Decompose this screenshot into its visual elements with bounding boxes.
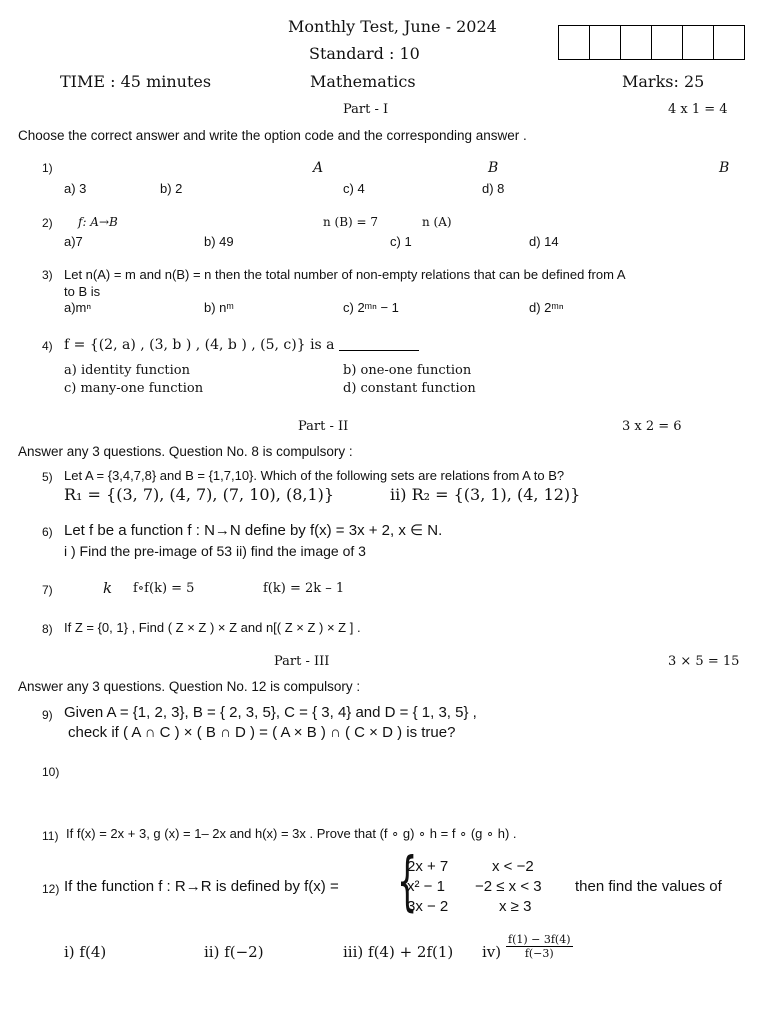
q6-number: 6) (42, 525, 53, 539)
q1-fragment: B (488, 160, 499, 176)
q12-part-ii: ii) f(−2) (204, 943, 264, 961)
q5-text: Let A = {3,4,7,8} and B = {1,7,10}. Which of the following sets are relations from A to B? (64, 468, 565, 483)
q12-case-expr: x² − 1 (407, 878, 445, 895)
roll-box (652, 25, 683, 60)
roll-box (621, 25, 652, 60)
q2-option-a: a)7 (64, 234, 83, 249)
q1-option-b: b) 2 (160, 181, 183, 196)
roll-number-boxes (558, 25, 745, 60)
q4-option-c: c) many-one function (64, 381, 204, 396)
q9-number: 9) (42, 708, 53, 722)
q12-part-i: i) f(4) (64, 943, 107, 961)
q4-text-body: f = {(2, a) , (3, b ) , (4, b ) , (5, c)} is a (64, 337, 335, 353)
q6-text: Let f be a function f : N→N define by f(x) = 3x + 2, x ∈ N. (64, 522, 443, 539)
q7-fragment: f(k) = 2k – 1 (263, 581, 345, 596)
part3-marks: 3 × 5 = 15 (668, 654, 740, 669)
q5-relation-2: ii) R₂ = {(3, 1), (4, 12)} (390, 485, 581, 504)
q2-fragment: f: A→B (78, 215, 118, 229)
q2-option-c: c) 1 (390, 234, 412, 249)
roll-box (683, 25, 714, 60)
q3-number: 3) (42, 268, 53, 282)
part2-title: Part - II (298, 419, 349, 434)
q4-option-d: d) constant function (343, 381, 476, 396)
part2-marks: 3 x 2 = 6 (622, 419, 682, 434)
q3-option-d: d) 2ᵐⁿ (529, 300, 564, 315)
q1-fragment: B (719, 160, 730, 176)
q1-option-d: d) 8 (482, 181, 505, 196)
q2-option-d: d) 14 (529, 234, 559, 249)
q12-case-cond: −2 ≤ x < 3 (475, 878, 542, 895)
q9-text: Given A = {1, 2, 3}, B = { 2, 3, 5}, C = { 3, 4} and D = { 1, 3, 5} , (64, 704, 477, 721)
fraction-denominator: f(−3) (524, 947, 554, 960)
q3-text: Let n(A) = m and n(B) = n then the total number of non-empty relations that can be defined from A (64, 267, 626, 282)
q12-tail: then find the values of (575, 878, 722, 895)
part3-instruction: Answer any 3 questions. Question No. 12 is compulsory : (18, 679, 361, 694)
q12-part-iv: iv) (482, 943, 502, 961)
q2-number: 2) (42, 216, 53, 230)
q11-number: 11) (42, 829, 59, 843)
q2-fragment: n (A) (422, 215, 452, 229)
part3-title: Part - III (274, 654, 330, 669)
q4-option-b: b) one-one function (343, 363, 472, 378)
part1-title: Part - I (343, 102, 389, 117)
piecewise-brace: { (397, 845, 418, 919)
subject-label: Mathematics (310, 72, 416, 91)
q4-option-a: a) identity function (64, 363, 191, 378)
time-label: TIME : 45 minutes (60, 72, 212, 91)
q5-number: 5) (42, 470, 53, 484)
q4-blank (339, 350, 419, 351)
roll-box (558, 25, 590, 60)
q7-fragment: f∘f(k) = 5 (133, 581, 195, 596)
q11-text: If f(x) = 2x + 3, g (x) = 1– 2x and h(x) = 3x . Prove that (f ∘ g) ∘ h = f ∘ (g ∘ h) . (66, 826, 517, 841)
q12-part-iii: iii) f(4) + 2f(1) (343, 943, 454, 961)
q8-number: 8) (42, 622, 53, 636)
part1-instruction: Choose the correct answer and write the option code and the corresponding answer . (18, 128, 527, 143)
fraction-numerator: f(1) − 3f(4) (508, 933, 571, 946)
q12-number: 12) (42, 882, 60, 896)
q3-option-c: c) 2ᵐⁿ − 1 (343, 300, 399, 315)
q7-number: 7) (42, 583, 53, 597)
q1-option-a: a) 3 (64, 181, 87, 196)
test-title: Monthly Test, June - 2024 (288, 17, 497, 36)
q10-number: 10) (42, 765, 60, 779)
q3-text-cont: to B is (64, 284, 101, 299)
q12-case-cond: x ≥ 3 (499, 898, 532, 915)
q12-case-cond: x < −2 (492, 858, 534, 875)
q12-case-expr: 3x − 2 (407, 898, 449, 915)
q1-fragment: A (313, 160, 324, 176)
q8-text: If Z = {0, 1} , Find ( Z × Z ) × Z and n[( Z × Z ) × Z ] . (64, 620, 361, 635)
marks-label: Marks: 25 (622, 72, 705, 91)
q4-text (64, 337, 419, 353)
q1-option-c: c) 4 (343, 181, 365, 196)
q4-number: 4) (42, 339, 53, 353)
q5-relation-1: R₁ = {(3, 7), (4, 7), (7, 10), (8,1)} (64, 485, 335, 504)
q12-lead: If the function f : R→R is defined by f(x) = (64, 878, 339, 895)
part2-instruction: Answer any 3 questions. Question No. 8 is compulsory : (18, 444, 353, 459)
part1-marks: 4 x 1 = 4 (668, 102, 728, 117)
q6-subparts: i ) Find the pre-image of 53 ii) find the image of 3 (64, 543, 366, 559)
q12-case-expr: 2x + 7 (407, 858, 449, 875)
q9-text-cont: check if ( A ∩ C ) × ( B ∩ D ) = ( A × B ) ∩ ( C × D ) is true? (68, 724, 456, 741)
roll-box (590, 25, 621, 60)
q7-fragment: k (103, 579, 113, 597)
q1-number: 1) (42, 161, 53, 175)
standard-label: Standard : 10 (309, 44, 420, 63)
q3-option-a: a)mⁿ (64, 300, 92, 315)
q3-option-b: b) nᵐ (204, 300, 234, 315)
q2-fragment: n (B) = 7 (323, 215, 379, 229)
q12-fraction (506, 933, 573, 960)
q2-option-b: b) 49 (204, 234, 234, 249)
roll-box (714, 25, 745, 60)
